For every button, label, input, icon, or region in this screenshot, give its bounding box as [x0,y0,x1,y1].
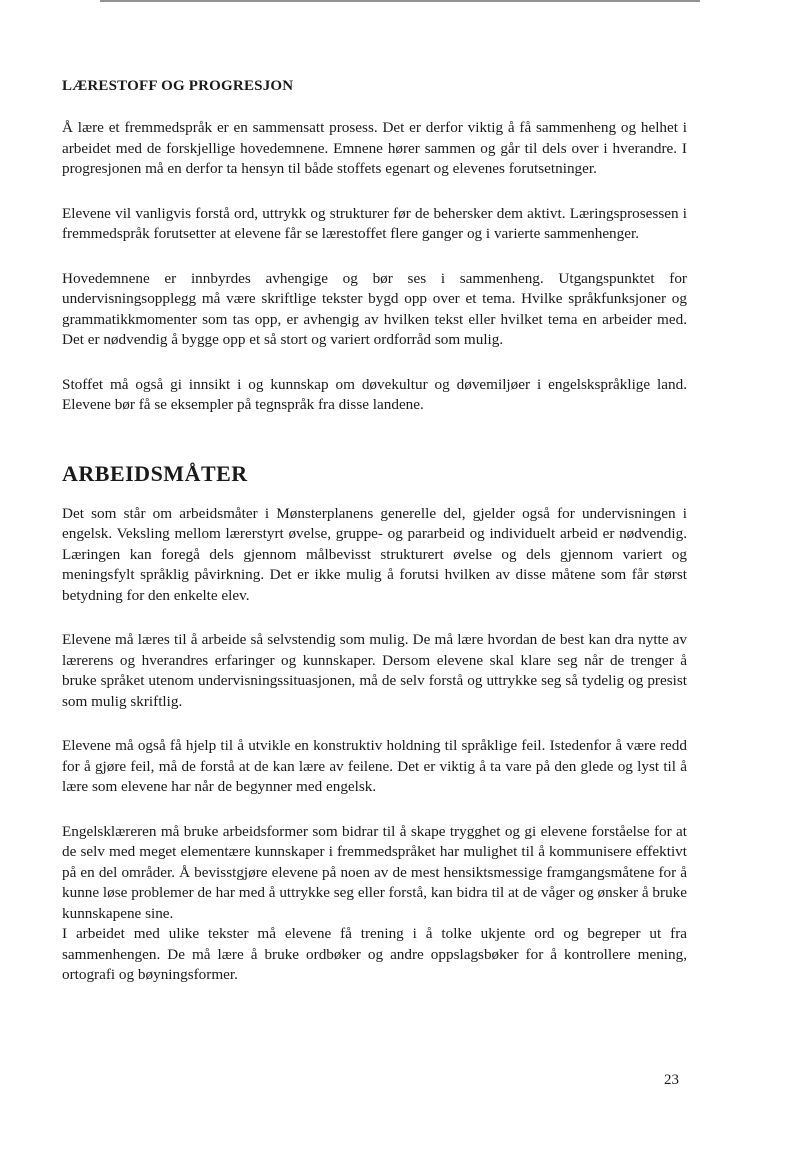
paragraph: Engelsklæreren må bruke arbeidsformer som bidrar til å skape trygghet og gi elevene forståelse for at de selv med meget elementære kunnskaper i fremmedspråket har mulighet til å kommunisere effektivt på en del områder. Å bevisstgjøre elevene på noen av de mest hensiktsmessige framgangsmåtene for å kunne løse problemer de har med å uttrykke seg eller forstå, kan bidra til at de våger og ønsker å bruke kunnskapene sine. [62,822,687,922]
paragraph: Hovedemnene er innbyrdes avhengige og bør ses i sammenheng. Utgangspunktet for undervisningsopplegg må være skriftlige tekster bygd opp over et tema. Hvilke språkfunksjoner og grammatikkmomenter som tas opp, er avhengig av hvilken tekst eller hvilket tema en arbeider med. Det er nødvendig å bygge opp et så stort og variert ordforråd som mulig. [62,269,687,348]
page-number: 23 [664,1072,679,1088]
document-page [62,76,687,986]
paragraph: Elevene vil vanligvis forstå ord, uttrykk og strukturer før de behersker dem aktivt. Læringsprosessen i fremmedspråk forutsetter at elevene får se lærestoffet flere ganger og i varierte sammenhenger. [62,204,687,242]
paragraph: Å lære et fremmedspråk er en sammensatt prosess. Det er derfor viktig å få sammenheng og helhet i arbeidet med de forskjellige hovedemnene. Emnene hører sammen og går til dels over i hverandre. I progresjonen må en derfor ta hensyn til både stoffets egenart og elevenes forutsetninger. [62,119,687,177]
paragraph: Stoffet må også gi innsikt i og kunnskap om døvekultur og døvemiljøer i engelskspråklige land. Elevene bør få se eksempler på tegnspråk fra disse landene. [62,375,687,413]
paragraph: Elevene må også få hjelp til å utvikle en konstruktiv holdning til språklige feil. Istedenfor å være redd for å gjøre feil, må de forstå at de kan lære av feilene. Det er viktig å ta vare på den glede og lyst til å lære som elevene har når de begynner med engelsk. [62,737,687,795]
section-heading-arbeidsmater: ARBEIDSMÅTER [62,460,248,486]
paragraph: Elevene må læres til å arbeide så selvstendig som mulig. De må lære hvordan de best kan dra nytte av lærerens og hverandres erfaringer og kunnskaper. Dersom elevene skal klare seg når de trenger å bruke språket utenom undervisningssituasjonen, må de selv forstå og uttrykke seg så tydelig og presist som mulig skriftlig. [62,631,687,710]
scan-edge-rule [100,0,700,2]
section-heading-laerestoff: LÆRESTOFF OG PROGRESJON [62,78,294,94]
paragraph: I arbeidet med ulike tekster må elevene få trening i å tolke ukjente ord og begreper ut fra sammenhengen. De må lære å bruke ordbøker og andre oppslagsbøker for å kontrollere mening, ortografi og bøyningsformer. [62,925,687,983]
paragraph: Det som står om arbeidsmåter i Mønsterplanens generelle del, gjelder også for undervisningen i engelsk. Veksling mellom lærerstyrt øvelse, gruppe- og pararbeid og individuelt arbeid er nødvendig. Læringen kan foregå dels gjennom målbevisst strukturert øvelse og dels gjennom variert og meningsfylt språklig påvirkning. Det er ikke mulig å forutsi hvilken av disse måtene som får størst betydning for den enkelte elev. [62,504,687,604]
